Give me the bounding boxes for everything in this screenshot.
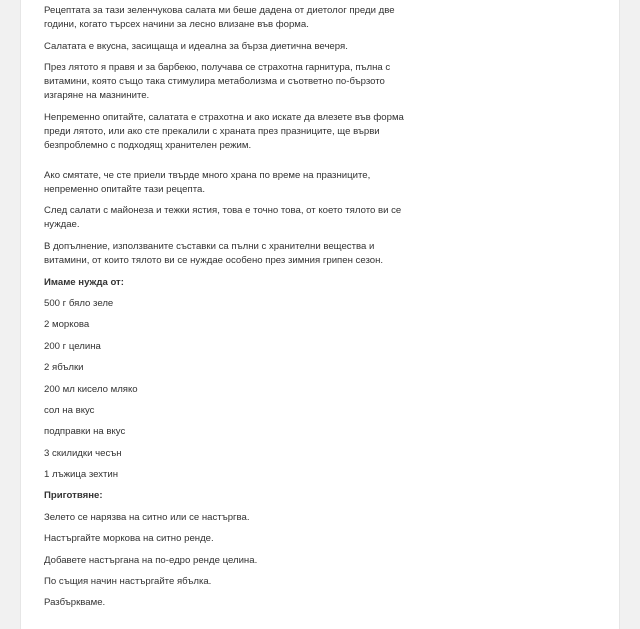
ingredient-item: 500 г бяло зеле	[44, 297, 114, 309]
ingredient-item: 2 ябълки	[44, 362, 84, 374]
ingredient-item: подправки на вкус	[44, 426, 126, 438]
ingredient-item: сол на вкус	[44, 404, 95, 416]
ingredient-item: 2 моркова	[44, 319, 90, 331]
ingredient-item: 200 г целина	[44, 340, 101, 352]
preparation-step: Добавете настъргана на по-едро ренде целина.	[44, 554, 258, 566]
preparation-heading: Приготвяне:	[44, 490, 103, 502]
intro-paragraph-5: Ако смятате, че сте приели твърде много храна по време на празниците, непременно опитайте тази рецепта.	[44, 169, 371, 195]
ingredients-heading: Имаме нужда от:	[44, 276, 124, 288]
preparation-step: Зелето се нарязва на ситно или се настъргва.	[44, 511, 250, 523]
intro-paragraph-1: Рецептата за тази зеленчукова салата ми беше дадена от диетолог преди две години, когато търсех начини за лесно влизане във форма.	[44, 5, 395, 30]
ingredient-item: 200 мл кисело мляко	[44, 383, 138, 395]
intro-paragraph-6: След салати с майонеза и тежки ястия, това е точно това, от което тялото ви се нуждае.	[44, 205, 402, 231]
article-page	[20, 0, 620, 629]
preparation-step: Разбъркваме.	[44, 597, 106, 609]
preparation-step: По същия начин настъргайте ябълка.	[44, 576, 212, 588]
article-body	[44, 4, 416, 618]
preparation-step: Настъргайте моркова на ситно ренде.	[44, 533, 214, 545]
intro-paragraph-4: Непременно опитайте, салатата е страхотна и ако искате да влезете във форма преди лятото, или ако сте прекалили с храната през празниците, ще върви безпроблемно с подходящ хранителен режим.	[44, 111, 404, 151]
intro-paragraph-7: В допълнение, използваните съставки са пълни с хранителни вещества и витамини, от които тялото ви се нуждае особено през зимния грипен сезон.	[44, 240, 384, 266]
ingredient-item: 1 лъжица зехтин	[44, 469, 119, 481]
intro-paragraph-2: Салатата е вкусна, засищаща и идеална за бърза диетична вечеря.	[44, 40, 348, 52]
ingredient-item: 3 скилидки чесън	[44, 447, 122, 459]
intro-paragraph-3: През лятото я правя и за барбекю, получава се страхотна гарнитура, пълна с витамини, която също така стимулира метаболизма и съответно по-бързото изгаряне на мазнините.	[44, 62, 391, 102]
